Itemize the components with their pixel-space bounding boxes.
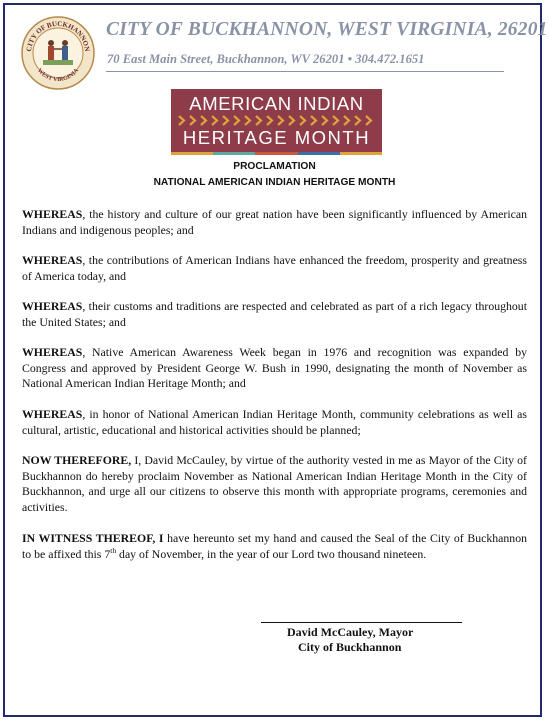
stripe-segment bbox=[340, 152, 382, 155]
chevron-mark bbox=[366, 116, 371, 125]
chevron-mark bbox=[355, 116, 360, 125]
chevron-mark bbox=[322, 116, 327, 125]
whereas-paragraph: WHEREAS, the history and culture of our great nation have been significantly influenced by American Indians and indigenous peoples; and bbox=[22, 207, 527, 237]
signatory-organization: City of Buckhannon bbox=[298, 640, 402, 654]
letterhead-address: 70 East Main Street, Buckhannon, WV 26201 • 304.472.1651 bbox=[107, 52, 425, 66]
proclamation-subheading: NATIONAL AMERICAN INDIAN HERITAGE MONTH bbox=[153, 177, 396, 188]
whereas-paragraph: WHEREAS, the contributions of American Indians have enhanced the freedom, prosperity and greatness of America today, and bbox=[22, 253, 527, 283]
chevron-mark bbox=[256, 116, 261, 125]
chevron-mark bbox=[212, 116, 217, 125]
proclamation-paragraph: NOW THEREFORE, I, David McCauley, by virtue of the authority vested in me as Mayor of the City of Buckhannon do hereby proclaim November as National American Indian Heritage Month in the City of Buckhannon, and urge all our citizens to observe this month with appropriate programs, ceremonies and activities. bbox=[22, 453, 527, 514]
banner-line-1: AMERICAN INDIAN bbox=[189, 93, 364, 114]
witness-paragraph: IN WITNESS THEREOF, I have hereunto set my hand and caused the Seal of the City of Buckhannon to be affixed this 7th day of November, in the year of our Lord two thousand nineteen. bbox=[22, 531, 528, 561]
chevron-mark bbox=[201, 116, 206, 125]
proclamation-heading: PROCLAMATION bbox=[233, 161, 316, 172]
stripe-segment bbox=[171, 152, 213, 155]
chevron-mark bbox=[190, 116, 195, 125]
seal-text-bottom: WEST VIRGINIA bbox=[35, 67, 81, 84]
heritage-month-banner bbox=[171, 89, 382, 155]
chevron-pattern bbox=[177, 115, 376, 126]
signature-line bbox=[261, 622, 462, 623]
chevron-mark bbox=[223, 116, 228, 125]
whereas-paragraph: WHEREAS, their customs and traditions are respected and celebrated as part of a rich legacy throughout the United States; and bbox=[22, 299, 527, 329]
whereas-paragraph: WHEREAS, in honor of National American Indian Heritage Month, community celebrations as well as cultural, artistic, educational and historical activities should be planned; bbox=[22, 407, 527, 437]
chevron-mark bbox=[234, 116, 239, 125]
whereas-paragraph: WHEREAS, Native American Awareness Week began in 1976 and recognition was expanded by Congress and approved by President George W. Bush in 1990, designating the month of November as National American Indian Heritage Month; and bbox=[22, 345, 527, 390]
banner-line-2: HERITAGE MONTH bbox=[182, 127, 371, 148]
stripe-segment bbox=[255, 152, 297, 155]
chevron-mark bbox=[333, 116, 338, 125]
chevron-mark bbox=[300, 116, 305, 125]
chevron-mark bbox=[267, 116, 272, 125]
proclamation-page bbox=[3, 3, 548, 717]
letterhead-city: CITY OF BUCKHANNON, WEST VIRGINIA, 26201 bbox=[106, 19, 548, 40]
chevron-mark bbox=[289, 116, 294, 125]
chevron-mark bbox=[344, 116, 349, 125]
banner-color-stripe bbox=[171, 152, 382, 155]
city-seal-logo bbox=[21, 16, 95, 90]
stripe-segment bbox=[298, 152, 340, 155]
chevron-mark bbox=[179, 116, 184, 125]
signatory-name: David McCauley, Mayor bbox=[287, 625, 414, 639]
seal-text-top: CITY OF BUCKHANNON bbox=[24, 19, 92, 52]
chevron-mark bbox=[311, 116, 316, 125]
header-divider bbox=[106, 71, 504, 72]
stripe-segment bbox=[213, 152, 255, 155]
chevron-mark bbox=[278, 116, 283, 125]
chevron-mark bbox=[245, 116, 250, 125]
